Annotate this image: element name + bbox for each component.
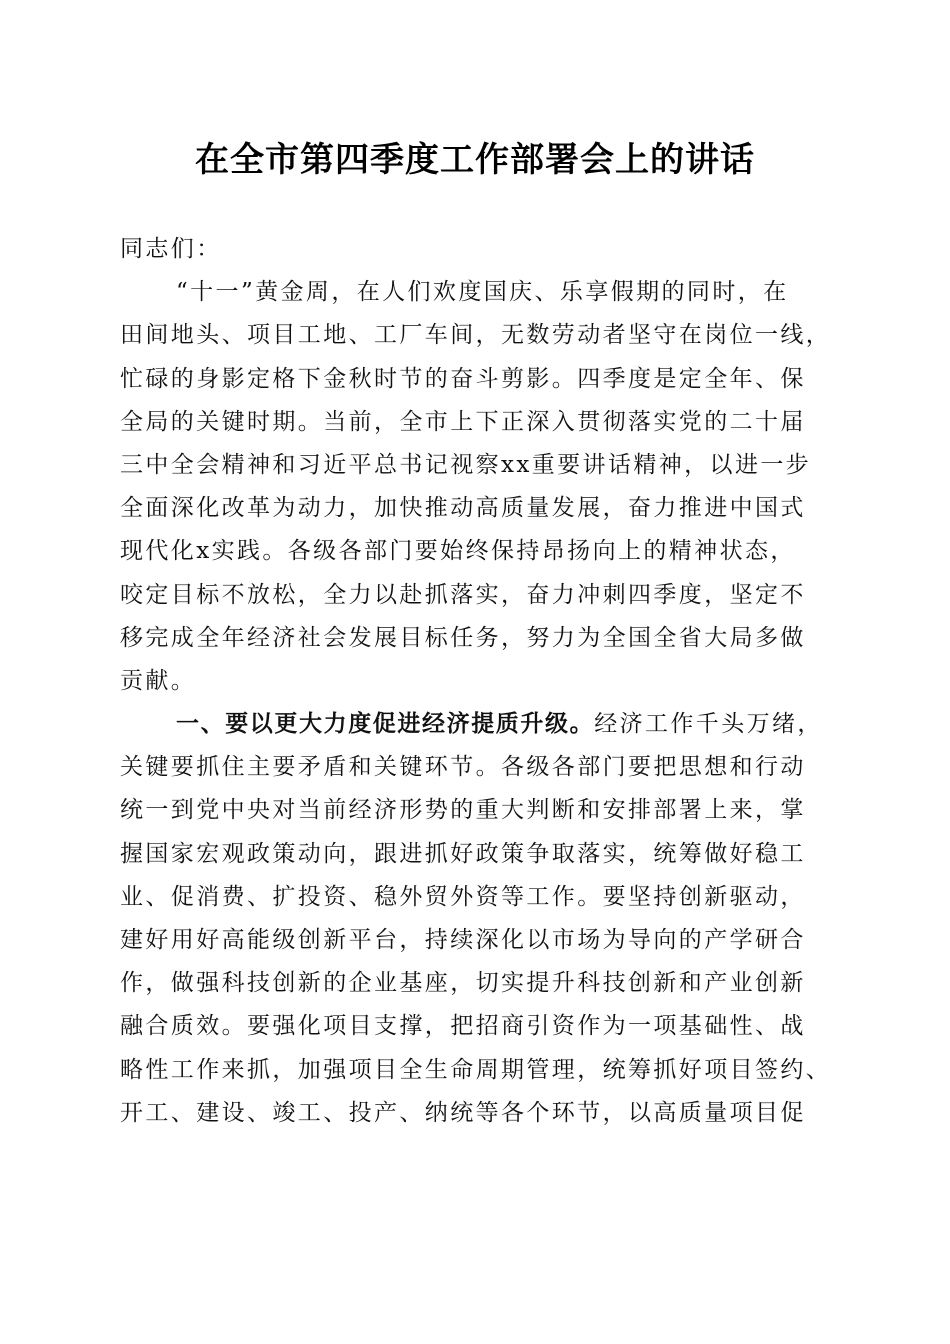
paragraph-line: 开工、建设、竣工、投产、纳统等各个环节，以高质量项目促 — [120, 1099, 806, 1126]
paragraph-line: 现代化x实践。各级各部门要始终保持昂扬向上的精神状态， — [120, 538, 796, 565]
document-body — [120, 228, 836, 1135]
paragraph-line: 咬定目标不放松，全力以赴抓落实，奋力冲刺四季度，坚定不 — [120, 581, 806, 608]
paragraph-line: 田间地头、项目工地、工厂车间，无数劳动者坚守在岗位一线， — [120, 322, 832, 349]
paragraph-line: 移完成全年经济社会发展目标任务，努力为全国全省大局多做 — [120, 624, 806, 651]
salutation: 同志们： — [120, 236, 222, 262]
paragraph-line: 握国家宏观政策动向，跟进抓好政策争取落实，统筹做好稳工 — [120, 840, 806, 867]
paragraph-line: “十一”黄金周，在人们欢度国庆、乐享假期的同时，在 — [176, 279, 789, 306]
paragraph-line: 关键要抓住主要矛盾和关键环节。各级各部门要把思想和行动 — [120, 754, 806, 781]
section-first-line — [120, 703, 836, 746]
paragraph-line: 三中全会精神和习近平总书记视察xx重要讲话精神，以进一步 — [120, 451, 812, 478]
document-title: 在全市第四季度工作部署会上的讲话 — [195, 140, 755, 180]
paragraph-line: 融合质效。要强化项目支撑，把招商引资作为一项基础性、战 — [120, 1013, 806, 1040]
paragraph-line: 统一到党中央对当前经济形势的重大判断和安排部署上来，掌 — [120, 797, 806, 824]
paragraph-line: 略性工作来抓，加强项目全生命周期管理，统筹抓好项目签约、 — [120, 1056, 832, 1083]
paragraph-line: 忙碌的身影定格下金秋时节的奋斗剪影。四季度是定全年、保 — [120, 365, 806, 392]
section-heading: 一、要以更大力度促进经济提质升级。 — [176, 711, 595, 738]
paragraph-line: 作，做强科技创新的企业基座，切实提升科技创新和产业创新 — [120, 970, 806, 997]
section-first-line-text: 经济工作千头万绪， — [594, 711, 823, 738]
paragraph-line: 全局的关键时期。当前，全市上下正深入贯彻落实党的二十届 — [120, 408, 806, 435]
paragraph-line: 业、促消费、扩投资、稳外贸外资等工作。要坚持创新驱动， — [120, 883, 806, 910]
paragraph-line: 全面深化改革为动力，加快推动高质量发展，奋力推进中国式 — [120, 495, 806, 522]
paragraph-line: 建好用好高能级创新平台，持续深化以市场为导向的产学研合 — [120, 927, 806, 953]
paragraph-line: 贡献。 — [120, 667, 197, 694]
